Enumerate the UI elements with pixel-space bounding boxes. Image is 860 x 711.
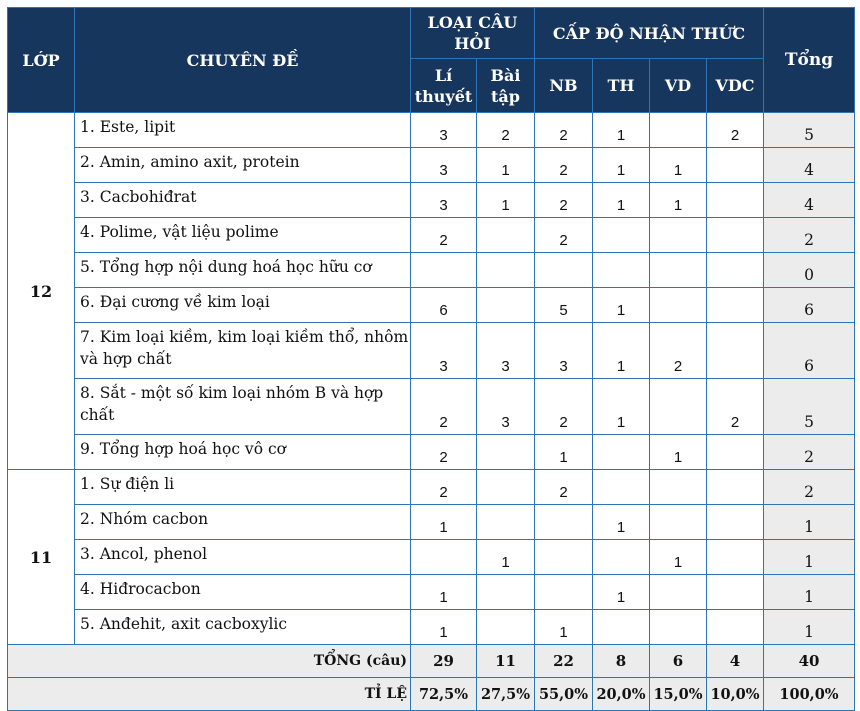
lt-cell: 2: [411, 435, 477, 470]
tong-cell: 6: [764, 288, 855, 323]
vdc-cell: [707, 253, 764, 288]
total-vdc: 4: [707, 645, 764, 678]
topic-cell: 3. Ancol, phenol: [75, 540, 411, 575]
lt-cell: 2: [411, 218, 477, 253]
matrix-table: [7, 7, 855, 711]
lt-cell: [411, 540, 477, 575]
th-cell: 1: [593, 379, 650, 435]
tong-cell: 6: [764, 323, 855, 379]
nb-cell: 2: [535, 183, 593, 218]
total-th: 8: [593, 645, 650, 678]
table-row: [8, 470, 855, 505]
lt-cell: [411, 253, 477, 288]
total-tong: 40: [764, 645, 855, 678]
th-cell: 1: [593, 575, 650, 610]
nb-cell: [535, 505, 593, 540]
table-row: [8, 253, 855, 288]
tong-cell: 5: [764, 379, 855, 435]
vd-cell: [650, 288, 707, 323]
table-row: [8, 379, 855, 435]
vd-cell: 1: [650, 183, 707, 218]
topic-cell: 2. Nhóm cacbon: [75, 505, 411, 540]
bt-cell: 3: [477, 323, 535, 379]
total-bt: 11: [477, 645, 535, 678]
vdc-cell: 2: [707, 379, 764, 435]
tong-cell: 0: [764, 253, 855, 288]
total-lt: 29: [411, 645, 477, 678]
table-row: [8, 575, 855, 610]
bt-cell: [477, 218, 535, 253]
nb-cell: 1: [535, 610, 593, 645]
tong-cell: 5: [764, 113, 855, 148]
th-cell: 1: [593, 505, 650, 540]
topic-cell: 2. Amin, amino axit, protein: [75, 148, 411, 183]
ratio-nb: 55,0%: [535, 678, 593, 711]
header-bai-tap: Bài tập: [477, 59, 535, 113]
header-lop: LỚP: [8, 8, 75, 113]
vd-cell: [650, 253, 707, 288]
header-nb: NB: [535, 59, 593, 113]
tong-cell: 1: [764, 610, 855, 645]
lt-cell: 2: [411, 379, 477, 435]
th-cell: [593, 540, 650, 575]
topic-cell: 5. Tổng hợp nội dung hoá học hữu cơ: [75, 253, 411, 288]
topic-cell: 7. Kim loại kiềm, kim loại kiềm thổ, nhôm và hợp chất: [75, 323, 411, 379]
header-vdc: VDC: [707, 59, 764, 113]
bt-cell: 3: [477, 379, 535, 435]
vdc-cell: [707, 610, 764, 645]
lt-cell: 3: [411, 113, 477, 148]
tong-cell: 4: [764, 148, 855, 183]
th-cell: [593, 218, 650, 253]
lt-cell: 6: [411, 288, 477, 323]
table-row: [8, 148, 855, 183]
header-tong: Tổng: [764, 8, 855, 113]
grade-cell: 11: [8, 470, 75, 645]
header-chuyen-de: CHUYÊN ĐỀ: [75, 8, 411, 113]
nb-cell: [535, 540, 593, 575]
header-vd: VD: [650, 59, 707, 113]
vdc-cell: [707, 323, 764, 379]
vd-cell: [650, 505, 707, 540]
ratio-tong: 100,0%: [764, 678, 855, 711]
topic-cell: 1. Este, lipit: [75, 113, 411, 148]
total-vd: 6: [650, 645, 707, 678]
bt-cell: [477, 610, 535, 645]
vd-cell: [650, 379, 707, 435]
ratio-vdc: 10,0%: [707, 678, 764, 711]
vdc-cell: [707, 435, 764, 470]
vd-cell: 1: [650, 540, 707, 575]
ratio-vd: 15,0%: [650, 678, 707, 711]
ratio-row: [8, 678, 855, 711]
nb-cell: [535, 575, 593, 610]
table-row: [8, 540, 855, 575]
bt-cell: [477, 435, 535, 470]
th-cell: 1: [593, 323, 650, 379]
table-row: [8, 505, 855, 540]
vdc-cell: [707, 575, 764, 610]
vdc-cell: [707, 218, 764, 253]
th-cell: [593, 610, 650, 645]
ratio-bt: 27,5%: [477, 678, 535, 711]
vdc-cell: [707, 288, 764, 323]
topic-cell: 3. Cacbohiđrat: [75, 183, 411, 218]
bt-cell: [477, 288, 535, 323]
bt-cell: [477, 575, 535, 610]
ratio-lt: 72,5%: [411, 678, 477, 711]
bt-cell: [477, 253, 535, 288]
lt-cell: 2: [411, 470, 477, 505]
topic-cell: 9. Tổng hợp hoá học vô cơ: [75, 435, 411, 470]
tong-cell: 1: [764, 505, 855, 540]
tong-cell: 4: [764, 183, 855, 218]
vdc-cell: [707, 540, 764, 575]
ratio-th: 20,0%: [593, 678, 650, 711]
vd-cell: [650, 575, 707, 610]
vd-cell: [650, 610, 707, 645]
th-cell: [593, 435, 650, 470]
total-nb: 22: [535, 645, 593, 678]
vd-cell: 2: [650, 323, 707, 379]
vd-cell: [650, 218, 707, 253]
th-cell: [593, 470, 650, 505]
header-cap-do-nhan-thuc: CẤP ĐỘ NHẬN THỨC: [535, 8, 764, 59]
topic-cell: 4. Hiđrocacbon: [75, 575, 411, 610]
bt-cell: 2: [477, 113, 535, 148]
header-li-thuyet: Lí thuyết: [411, 59, 477, 113]
lt-cell: 1: [411, 505, 477, 540]
topic-cell: 8. Sắt - một số kim loại nhóm B và hợp chất: [75, 379, 411, 435]
table-row: [8, 113, 855, 148]
vdc-cell: [707, 183, 764, 218]
vdc-cell: 2: [707, 113, 764, 148]
bt-cell: [477, 470, 535, 505]
nb-cell: 2: [535, 148, 593, 183]
table-row: [8, 435, 855, 470]
lt-cell: 1: [411, 575, 477, 610]
tong-cell: 2: [764, 470, 855, 505]
nb-cell: 2: [535, 470, 593, 505]
topic-cell: 4. Polime, vật liệu polime: [75, 218, 411, 253]
bt-cell: 1: [477, 148, 535, 183]
th-cell: 1: [593, 148, 650, 183]
tong-cell: 2: [764, 435, 855, 470]
vd-cell: 1: [650, 435, 707, 470]
header-th: TH: [593, 59, 650, 113]
vd-cell: [650, 470, 707, 505]
vdc-cell: [707, 148, 764, 183]
header-loai-cau-hoi: LOẠI CÂU HỎI: [411, 8, 535, 59]
total-row: [8, 645, 855, 678]
topic-cell: 1. Sự điện li: [75, 470, 411, 505]
th-cell: [593, 253, 650, 288]
bt-cell: 1: [477, 183, 535, 218]
nb-cell: 5: [535, 288, 593, 323]
table-row: [8, 218, 855, 253]
tong-cell: 1: [764, 540, 855, 575]
nb-cell: 1: [535, 435, 593, 470]
tong-cell: 1: [764, 575, 855, 610]
topic-cell: 6. Đại cương về kim loại: [75, 288, 411, 323]
topic-cell: 5. Anđehit, axit cacboxylic: [75, 610, 411, 645]
nb-cell: 2: [535, 113, 593, 148]
vd-cell: 1: [650, 148, 707, 183]
nb-cell: 3: [535, 323, 593, 379]
th-cell: 1: [593, 288, 650, 323]
table-row: [8, 610, 855, 645]
nb-cell: [535, 253, 593, 288]
bt-cell: 1: [477, 540, 535, 575]
vdc-cell: [707, 505, 764, 540]
bt-cell: [477, 505, 535, 540]
lt-cell: 1: [411, 610, 477, 645]
th-cell: 1: [593, 183, 650, 218]
grade-cell: 12: [8, 113, 75, 470]
nb-cell: 2: [535, 218, 593, 253]
vdc-cell: [707, 470, 764, 505]
lt-cell: 3: [411, 183, 477, 218]
table-body: [8, 113, 855, 645]
ratio-label: TỈ LỆ: [8, 678, 411, 711]
lt-cell: 3: [411, 323, 477, 379]
lt-cell: 3: [411, 148, 477, 183]
table-row: [8, 288, 855, 323]
table-row: [8, 183, 855, 218]
tong-cell: 2: [764, 218, 855, 253]
vd-cell: [650, 113, 707, 148]
nb-cell: 2: [535, 379, 593, 435]
total-label: TỔNG (câu): [8, 645, 411, 678]
th-cell: 1: [593, 113, 650, 148]
table-row: [8, 323, 855, 379]
table-footer: [8, 645, 855, 711]
